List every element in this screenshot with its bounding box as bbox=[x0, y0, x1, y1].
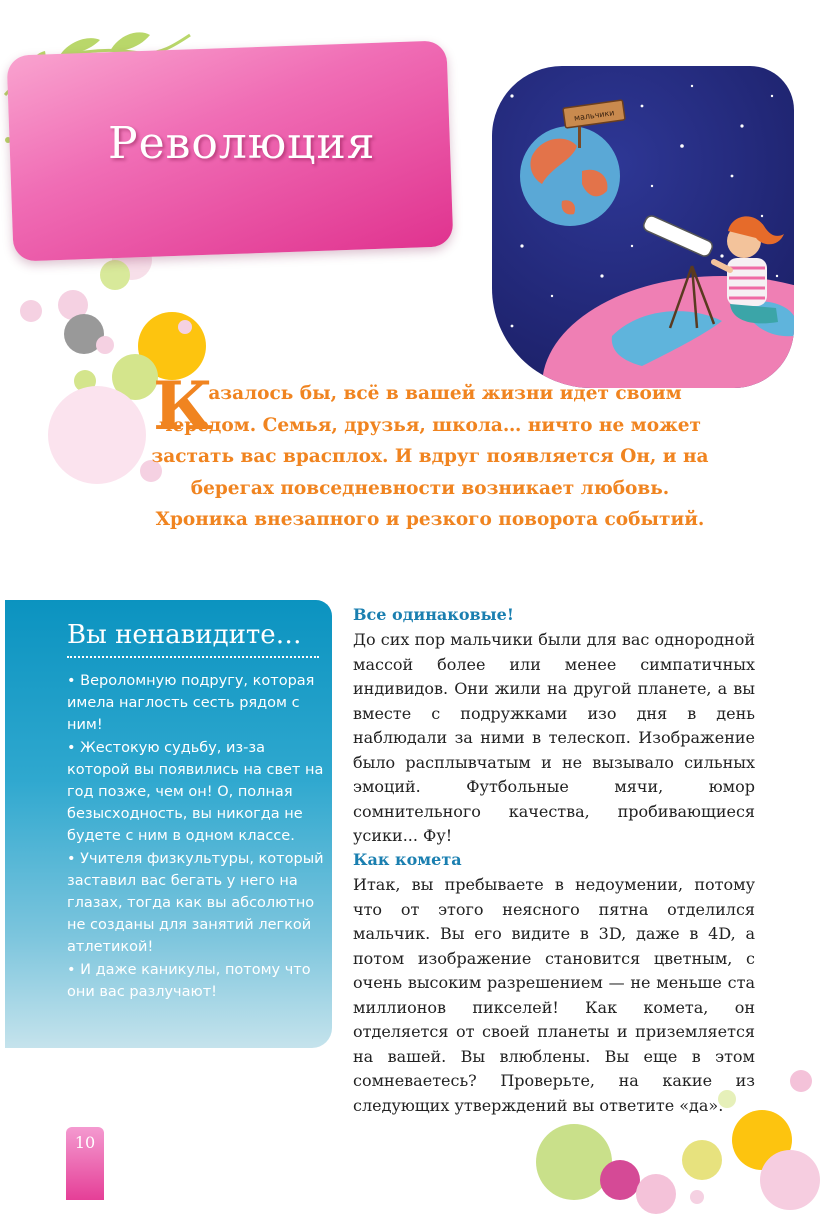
sidebar-divider bbox=[67, 656, 319, 658]
section-title-all-same: Все одинаковые! bbox=[353, 605, 514, 624]
intro-paragraph bbox=[150, 378, 710, 536]
decor-circle bbox=[790, 1070, 812, 1092]
sidebar-list bbox=[67, 670, 327, 1003]
decor-circle bbox=[682, 1140, 722, 1180]
you-hate-sidebar bbox=[5, 600, 332, 1048]
list-item: • Учителя физкультуры, который заставил вас бегать у него на глазах, тогда как вы абсолютно не созданы для занятий легкой атлетикой! bbox=[67, 850, 324, 956]
sidebar-title: Вы ненавидите… bbox=[67, 620, 302, 650]
page-number: 10 bbox=[66, 1127, 104, 1200]
decor-circle bbox=[100, 260, 130, 290]
decor-circle bbox=[20, 300, 42, 322]
decor-circle bbox=[636, 1174, 676, 1214]
list-item: • Жестокую судьбу, из-за которой вы появились на свет на год позже, чем он! О, полная безысходность, вы никогда не будете с ним в одном классе. bbox=[67, 739, 324, 845]
decor-circle bbox=[536, 1124, 612, 1200]
intro-dropcap: К bbox=[153, 367, 214, 445]
telescope-girl-illustration bbox=[492, 66, 794, 388]
section-text-comet: Итак, вы пребываете в недоумении, потому что от этого неясного пятна отделился мальчик. Вы его видите в 3D, даже в 4D, а потом изображение становится цветным, с очень высоким разрешением — не меньше ста миллионов пикселей! Как комета, он отделяется от своей планеты и приземляется на вашей. Вы влюблены. Вы еще в этом сомневаетесь? Проверьте, на какие из следующих утверждений вы ответите «да». bbox=[353, 875, 755, 1115]
intro-text: азалось бы, всё в вашей жизни идет своим чередом. Семья, друзья, школа… ничто не может застать вас врасплох. И вдруг появляется Он, и на берегах повседневности возникает любовь. Хроника внезапного и резкого поворота событий. bbox=[151, 383, 709, 530]
list-item: • И даже каникулы, потому что они вас разлучают! bbox=[67, 961, 311, 1000]
decor-circle bbox=[96, 336, 114, 354]
page-title: Революция bbox=[108, 118, 376, 169]
planet-sign-label: мальчики bbox=[573, 108, 616, 123]
section-title-comet: Как комета bbox=[353, 850, 462, 869]
space-illustration bbox=[492, 66, 794, 388]
decor-circle bbox=[600, 1160, 640, 1200]
list-item: • Вероломную подругу, которая имела наглость сесть рядом с ним! bbox=[67, 673, 315, 734]
decor-circle bbox=[48, 386, 146, 484]
section-text-all-same: До сих пор мальчики были для вас однородной массой более или менее симпатичных индивидов. Они жили на другой планете, а вы вместе с подружками изо дня в день наблюдали за ними в телескоп. Изображение было расплывчатым и не вызывало сильных эмоций. Футбольные мячи, юмор сомнительного качества, пробивающиеся усики... Фу! bbox=[353, 630, 755, 845]
decor-circle bbox=[690, 1190, 704, 1204]
decor-circle bbox=[760, 1150, 820, 1210]
decor-circle bbox=[178, 320, 192, 334]
